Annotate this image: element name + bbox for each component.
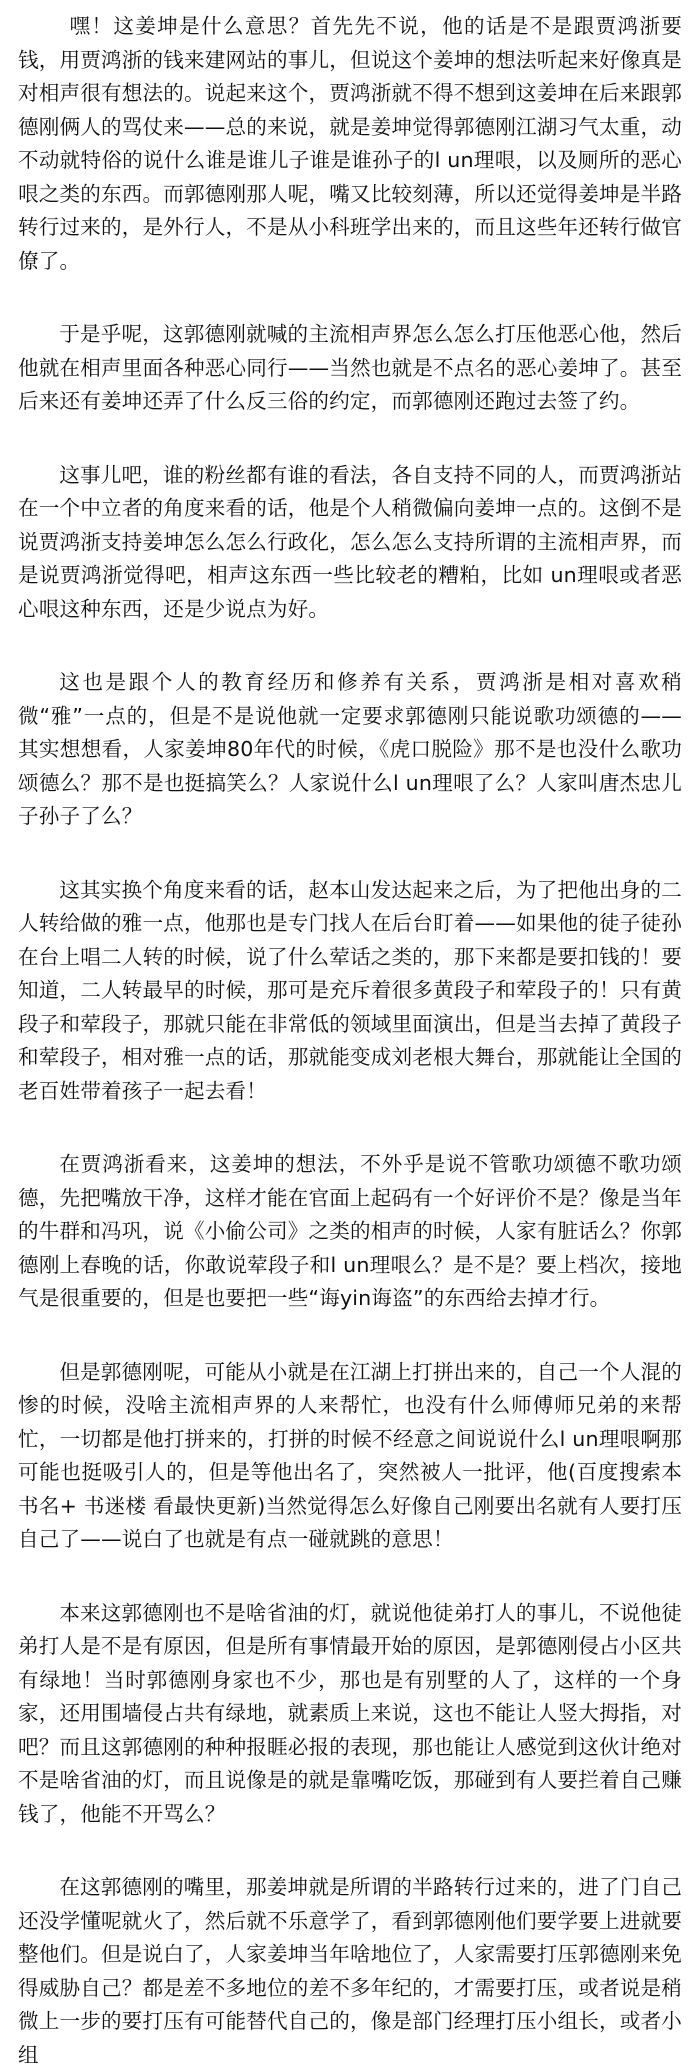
article-paragraph-9: 在这郭德刚的嘴里，那姜坤就是所谓的半路转行过来的，进了门自己还没学懂呢就火了，然后就不乐意学了，看到郭德刚他们要学要上进就要整他们。但是说白了，人家姜坤当年啥地位了，人家需要打压郭德刚来免得威胁自己？都是差不多地位的差不多年纪的，才需要打压，或者说是稍微上一步的要打压有可能替代自己的，像是部门经理打压小组长，或者小组 [18, 1875, 682, 2067]
article-paragraph-7: 但是郭德刚呢，可能从小就是在江湖上打拼出来的，自己一个人混的惨的时候，没啥主流相声界的人来帮忙，也没有什么师傅师兄弟的来帮忙，一切都是他打拼来的，打拼的时候不经意之间说说什么l un理哏啊那可能也挺吸引人的，但是等他出名了，突然被人一批评，他(百度搜索本书名+ 书迷楼 看最快更新)当然觉得怎么好像自己刚要出名就有人要打压自己了——说白了也就是有点一碰就跳的意思！ [18, 1359, 682, 1551]
article-paragraph-3: 这事儿吧，谁的粉丝都有谁的看法，各自支持不同的人，而贾鸿浙站在一个中立者的角度来看的话，他是个人稍微偏向姜坤一点的。这倒不是说贾鸿浙支持姜坤怎么怎么行政化，怎么怎么支持所谓的主流相声界，而是说贾鸿浙觉得吧，相声这东西一些比较老的糟粕，比如 un理哏或者恶心哏这种东西，还是少说点为好。 [18, 462, 682, 621]
article-paragraph-6: 在贾鸿浙看来，这姜坤的想法，不外乎是说不管歌功颂德不歌功颂德，先把嘴放干净，这样才能在官面上起码有一个好评价不是？像是当年的牛群和冯巩，说《小偷公司》之类的相声的时候，人家有脏话么？你郭德刚上春晚的话，你敢说荤段子和l un理哏么？是不是？要上档次，接地气是很重要的，但是也要把一些“诲yin诲盗”的东西给去掉才行。 [18, 1152, 682, 1310]
article-paragraph-1: 嘿！这姜坤是什么意思？首先先不说，他的话是不是跟贾鸿浙要钱，用贾鸿浙的钱来建网站的事儿，但说这个姜坤的想法听起来好像真是对相声很有想法的。说起来这个，贾鸿浙就不得不想到这姜坤在后来跟郭德刚俩人的骂仗来——总的来说，就是姜坤觉得郭德刚江湖习气太重，动不动就特俗的说什么谁是谁儿子谁是谁孙子的l un理哏，以及厕所的恶心哏之类的东西。而郭德刚那人呢，嘴又比较刻薄，所以还觉得姜坤是半路转行过来的，是外行人，不是从小科班学出来的，而且这些年还转行做官僚了。 [18, 14, 682, 273]
article-paragraph-4: 这也是跟个人的教育经历和修养有关系，贾鸿浙是相对喜欢稍微“雅”一点的，但是不是说他就一定要求郭德刚只能说歌功颂德的——其实想想看，人家姜坤80年代的时候，《虎口脱险》那不是也没什么歌功颂德么？那不是也挺搞笑么？人家说什么l un理哏了么？人家叫唐杰忠儿子孙子了么？ [18, 670, 682, 828]
article-paragraph-5: 这其实换个角度来看的话，赵本山发达起来之后，为了把他出身的二人转给做的雅一点，他那也是专门找人在后台盯着——如果他的徒子徒孙在台上唱二人转的时候，说了什么荤话之类的，那下来都是要扣钱的！要知道，二人转最早的时候，那可是充斥着很多黄段子和荤段子的！只有黄段子和荤段子，那就只能在非常低的领域里面演出，但是当去掉了黄段子和荤段子，相对雅一点的话，那就能变成刘老根大舞台，那就能让全国的老百姓带着孩子一起去看！ [18, 877, 682, 1103]
article-paragraph-8: 本来这郭德刚也不是啥省油的灯，就说他徒弟打人的事儿，不说他徒弟打人是不是有原因，但是所有事情最开始的原因，是郭德刚侵占小区共有绿地！当时郭德刚身家也不少，那也是有别墅的人了，这样的一个身家，还用围墙侵占共有绿地，就素质上来说，这也不能让人竖大拇指，对吧？而且这郭德刚的种种报睚必报的表现，那也能让人感觉到这伙计绝对不是啥省油的灯，而且说像是的就是靠嘴吃饭，那碰到有人要拦着自己赚钱了，他能不开骂么？ [18, 1600, 682, 1826]
article-paragraph-2: 于是乎呢，这郭德刚就喊的主流相声界怎么怎么打压他恶心他，然后他就在相声里面各种恶心同行——当然也就是不点名的恶心姜坤了。甚至后来还有姜坤还弄了什么反三俗的约定，而郭德刚还跑过去签了约。 [18, 322, 682, 413]
